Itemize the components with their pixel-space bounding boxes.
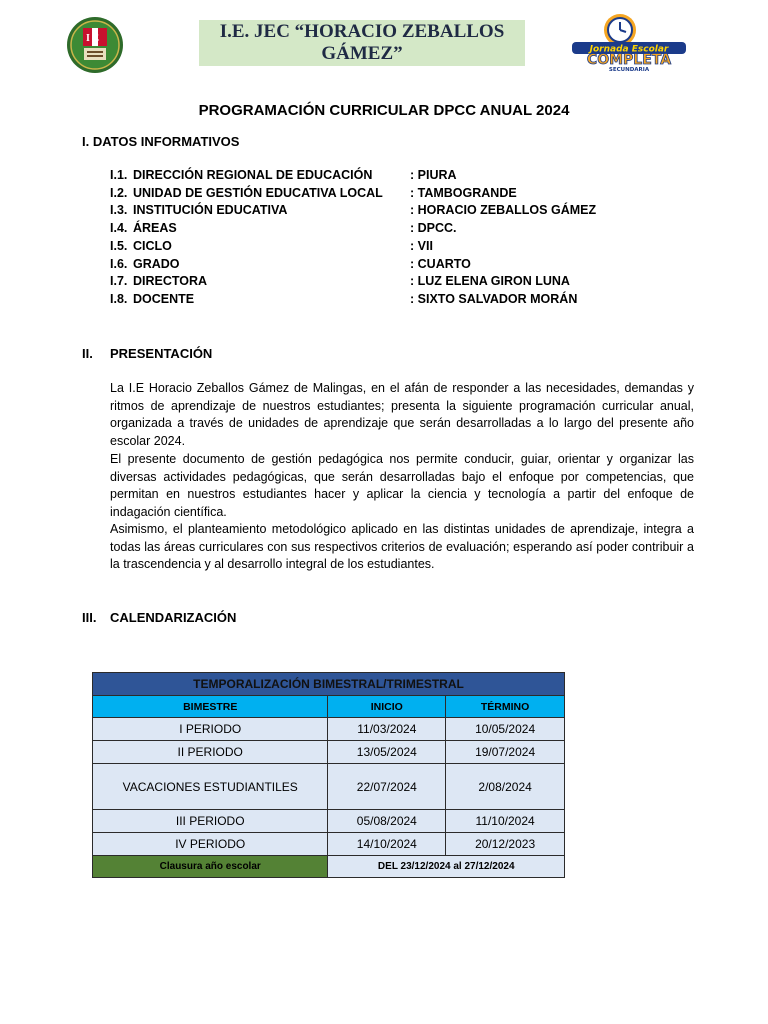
table-row xyxy=(93,718,565,741)
table-row xyxy=(93,764,565,810)
table-row xyxy=(93,833,565,856)
section-heading-datos: I. DATOS INFORMATIVOS xyxy=(82,134,240,149)
table-row xyxy=(93,810,565,833)
document-title: PROGRAMACIÓN CURRICULAR DPCC ANUAL 2024 xyxy=(198,102,570,119)
info-row: I.2. UNIDAD DE GESTIÓN EDUCATIVA LOCAL : TAMBOGRANDE xyxy=(110,186,517,200)
start-cell: 13/05/2024 xyxy=(328,741,446,764)
section-number-presentacion: II. xyxy=(82,346,93,361)
end-cell: 2/08/2024 xyxy=(446,764,565,810)
info-row: I.1. DIRECCIÓN REGIONAL DE EDUCACIÓN : PIURA xyxy=(110,168,457,182)
logo-line1: Jornada Escolar xyxy=(589,44,669,55)
period-cell: III PERIODO xyxy=(93,810,328,833)
table-title-row xyxy=(93,673,565,696)
info-row: I.6. GRADO : CUARTO xyxy=(110,257,471,271)
period-cell: IV PERIODO xyxy=(93,833,328,856)
start-cell: 14/10/2024 xyxy=(328,833,446,856)
table-header-row xyxy=(93,696,565,718)
end-cell: 11/10/2024 xyxy=(446,810,565,833)
info-row: I.7. DIRECTORA : LUZ ELENA GIRON LUNA xyxy=(110,274,570,288)
column-header: BIMESTRE xyxy=(93,696,328,718)
info-row: I.3. INSTITUCIÓN EDUCATIVA : HORACIO ZEBALLOS GÁMEZ xyxy=(110,203,597,217)
info-row: I.5. CICLO : VII xyxy=(110,239,433,253)
start-cell: 05/08/2024 xyxy=(328,810,446,833)
start-cell: 22/07/2024 xyxy=(328,764,446,810)
info-row: I.8. DOCENTE : SIXTO SALVADOR MORÁN xyxy=(110,292,578,306)
logo-line2: COMPLETA xyxy=(586,52,672,68)
column-header: TÉRMINO xyxy=(446,696,565,718)
crest-text: I E xyxy=(86,33,100,44)
period-cell: I PERIODO xyxy=(93,718,328,741)
period-cell: II PERIODO xyxy=(93,741,328,764)
section-heading-presentacion: PRESENTACIÓN xyxy=(110,346,213,361)
paragraph: Asimismo, el planteamiento metodológico aplicado en las distintas unidades de aprendizaje, integra a todas las áreas curriculares con sus respectivos criterios de evaluación; esperando así poder contribuir a la trascendencia y al desarrollo integral de los estudiantes. xyxy=(110,522,694,572)
logo-line3: SECUNDARIA xyxy=(608,67,650,72)
paragraph: La I.E Horacio Zeballos Gámez de Malingas, en el afán de responder a las necesidades, demandas y ritmos de aprendizaje de nuestros estudiantes; presenta la siguiente programación curricular anual, organizada a través de unidades de aprendizaje que serán desarrolladas a lo largo del presente año escolar 2024. xyxy=(110,381,694,448)
calendar-table xyxy=(92,672,565,878)
school-title: I.E. JEC “HORACIO ZEBALLOS GÁMEZ” xyxy=(199,20,525,66)
end-cell: 19/07/2024 xyxy=(446,741,565,764)
end-cell: 10/05/2024 xyxy=(446,718,565,741)
column-header: INICIO xyxy=(328,696,446,718)
closing-dates: DEL 23/12/2024 al 27/12/2024 xyxy=(328,856,565,878)
school-crest-logo xyxy=(66,16,124,74)
info-row: I.4. ÁREAS : DPCC. xyxy=(110,221,457,235)
section-heading-calendarizacion: CALENDARIZACIÓN xyxy=(110,610,237,625)
table-footer-row xyxy=(93,856,565,878)
period-cell: VACACIONES ESTUDIANTILES xyxy=(93,764,328,810)
end-cell: 20/12/2023 xyxy=(446,833,565,856)
start-cell: 11/03/2024 xyxy=(328,718,446,741)
table-row xyxy=(93,741,565,764)
paragraph: El presente documento de gestión pedagógica nos permite conducir, guiar, orientar y organizar las diversas actividades pedagógicas, que serán desarrolladas bajo el enfoque por competencias, que permitan en nuestros estudiantes hacer y aplicar la ciencia y tecnología a partir del enfoque de indagación científica. xyxy=(110,452,694,519)
closing-label: Clausura año escolar xyxy=(93,856,328,878)
table-title: TEMPORALIZACIÓN BIMESTRAL/TRIMESTRAL xyxy=(93,673,565,696)
section-number-calendarizacion: III. xyxy=(82,610,97,625)
jornada-escolar-completa-logo xyxy=(566,12,692,72)
